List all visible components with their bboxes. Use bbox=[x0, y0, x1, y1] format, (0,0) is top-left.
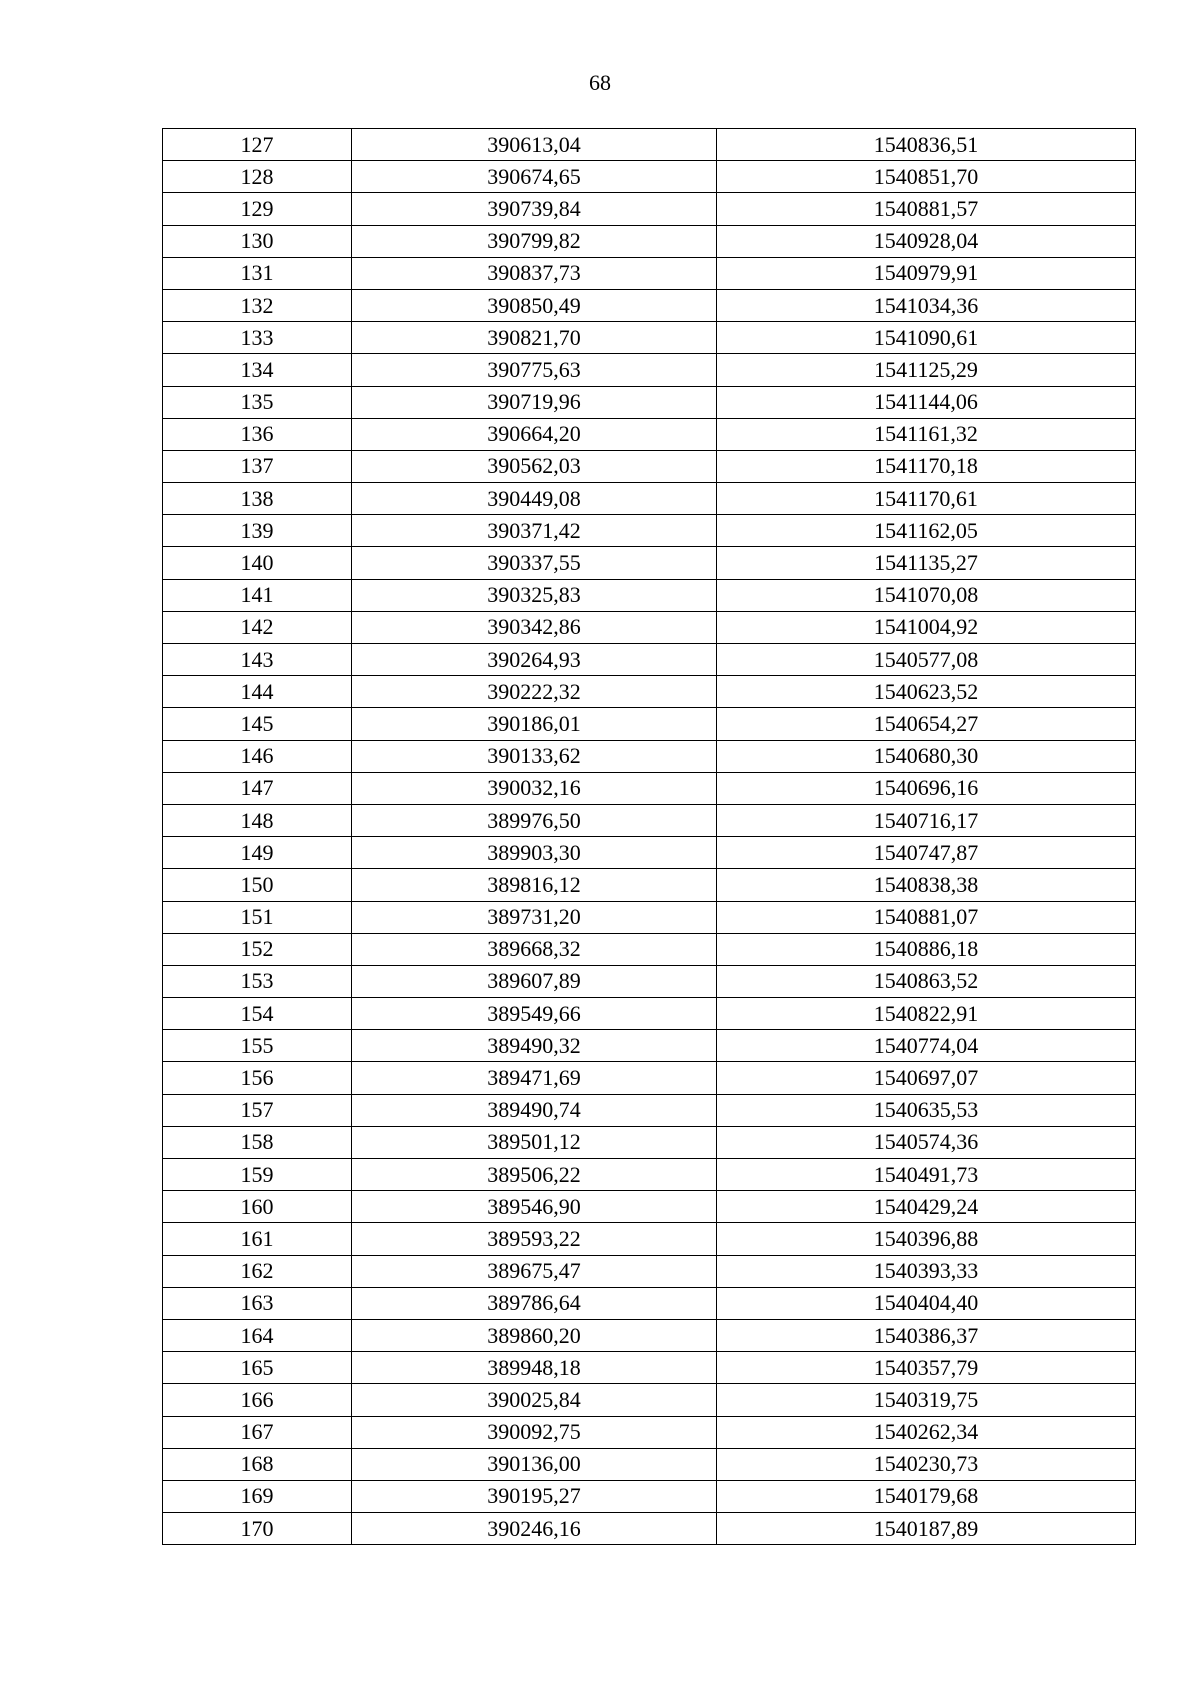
point-number-cell: 149 bbox=[163, 837, 352, 869]
table-row bbox=[163, 354, 1136, 386]
table-row bbox=[163, 901, 1136, 933]
x-coordinate-cell: 390821,70 bbox=[352, 322, 717, 354]
table-row bbox=[163, 1255, 1136, 1287]
y-coordinate-cell: 1540881,57 bbox=[717, 193, 1136, 225]
coordinates-table bbox=[162, 128, 1136, 1545]
x-coordinate-cell: 390674,65 bbox=[352, 161, 717, 193]
x-coordinate-cell: 390850,49 bbox=[352, 289, 717, 321]
point-number-cell: 133 bbox=[163, 322, 352, 354]
x-coordinate-cell: 390264,93 bbox=[352, 644, 717, 676]
point-number-cell: 144 bbox=[163, 676, 352, 708]
table-row bbox=[163, 772, 1136, 804]
x-coordinate-cell: 389471,69 bbox=[352, 1062, 717, 1094]
point-number-cell: 163 bbox=[163, 1287, 352, 1319]
table-row bbox=[163, 483, 1136, 515]
y-coordinate-cell: 1540491,73 bbox=[717, 1159, 1136, 1191]
y-coordinate-cell: 1541144,06 bbox=[717, 386, 1136, 418]
table-row bbox=[163, 1416, 1136, 1448]
table-row bbox=[163, 1191, 1136, 1223]
y-coordinate-cell: 1540357,79 bbox=[717, 1352, 1136, 1384]
point-number-cell: 159 bbox=[163, 1159, 352, 1191]
y-coordinate-cell: 1541135,27 bbox=[717, 547, 1136, 579]
table-row bbox=[163, 129, 1136, 161]
table-row bbox=[163, 161, 1136, 193]
table-row bbox=[163, 1223, 1136, 1255]
point-number-cell: 166 bbox=[163, 1384, 352, 1416]
x-coordinate-cell: 390562,03 bbox=[352, 450, 717, 482]
table-row bbox=[163, 193, 1136, 225]
point-number-cell: 128 bbox=[163, 161, 352, 193]
point-number-cell: 153 bbox=[163, 965, 352, 997]
table-row bbox=[163, 1094, 1136, 1126]
point-number-cell: 168 bbox=[163, 1448, 352, 1480]
table-row bbox=[163, 1319, 1136, 1351]
point-number-cell: 170 bbox=[163, 1513, 352, 1545]
x-coordinate-cell: 390837,73 bbox=[352, 257, 717, 289]
y-coordinate-cell: 1540836,51 bbox=[717, 129, 1136, 161]
x-coordinate-cell: 389786,64 bbox=[352, 1287, 717, 1319]
table-row bbox=[163, 708, 1136, 740]
y-coordinate-cell: 1540319,75 bbox=[717, 1384, 1136, 1416]
x-coordinate-cell: 390719,96 bbox=[352, 386, 717, 418]
point-number-cell: 165 bbox=[163, 1352, 352, 1384]
table-row bbox=[163, 676, 1136, 708]
table-row bbox=[163, 1352, 1136, 1384]
point-number-cell: 131 bbox=[163, 257, 352, 289]
y-coordinate-cell: 1540396,88 bbox=[717, 1223, 1136, 1255]
x-coordinate-cell: 389675,47 bbox=[352, 1255, 717, 1287]
y-coordinate-cell: 1541090,61 bbox=[717, 322, 1136, 354]
x-coordinate-cell: 389506,22 bbox=[352, 1159, 717, 1191]
point-number-cell: 145 bbox=[163, 708, 352, 740]
x-coordinate-cell: 390342,86 bbox=[352, 611, 717, 643]
point-number-cell: 146 bbox=[163, 740, 352, 772]
point-number-cell: 158 bbox=[163, 1126, 352, 1158]
x-coordinate-cell: 389668,32 bbox=[352, 933, 717, 965]
point-number-cell: 164 bbox=[163, 1319, 352, 1351]
y-coordinate-cell: 1540928,04 bbox=[717, 225, 1136, 257]
x-coordinate-cell: 389593,22 bbox=[352, 1223, 717, 1255]
table-row bbox=[163, 1062, 1136, 1094]
point-number-cell: 152 bbox=[163, 933, 352, 965]
point-number-cell: 143 bbox=[163, 644, 352, 676]
y-coordinate-cell: 1540654,27 bbox=[717, 708, 1136, 740]
x-coordinate-cell: 390739,84 bbox=[352, 193, 717, 225]
coordinates-table-body bbox=[163, 129, 1136, 1545]
x-coordinate-cell: 389490,74 bbox=[352, 1094, 717, 1126]
point-number-cell: 135 bbox=[163, 386, 352, 418]
table-row bbox=[163, 1159, 1136, 1191]
x-coordinate-cell: 390133,62 bbox=[352, 740, 717, 772]
y-coordinate-cell: 1541162,05 bbox=[717, 515, 1136, 547]
y-coordinate-cell: 1540881,07 bbox=[717, 901, 1136, 933]
x-coordinate-cell: 390246,16 bbox=[352, 1513, 717, 1545]
table-row bbox=[163, 257, 1136, 289]
y-coordinate-cell: 1540696,16 bbox=[717, 772, 1136, 804]
y-coordinate-cell: 1540635,53 bbox=[717, 1094, 1136, 1126]
point-number-cell: 129 bbox=[163, 193, 352, 225]
y-coordinate-cell: 1540577,08 bbox=[717, 644, 1136, 676]
y-coordinate-cell: 1540680,30 bbox=[717, 740, 1136, 772]
y-coordinate-cell: 1540774,04 bbox=[717, 1030, 1136, 1062]
table-row bbox=[163, 1480, 1136, 1512]
table-row bbox=[163, 740, 1136, 772]
y-coordinate-cell: 1540838,38 bbox=[717, 869, 1136, 901]
page-number: 68 bbox=[589, 70, 611, 95]
x-coordinate-cell: 389549,66 bbox=[352, 998, 717, 1030]
x-coordinate-cell: 389976,50 bbox=[352, 804, 717, 836]
x-coordinate-cell: 389903,30 bbox=[352, 837, 717, 869]
x-coordinate-cell: 390195,27 bbox=[352, 1480, 717, 1512]
x-coordinate-cell: 390032,16 bbox=[352, 772, 717, 804]
point-number-cell: 151 bbox=[163, 901, 352, 933]
table-row bbox=[163, 837, 1136, 869]
y-coordinate-cell: 1540886,18 bbox=[717, 933, 1136, 965]
x-coordinate-cell: 390613,04 bbox=[352, 129, 717, 161]
x-coordinate-cell: 389607,89 bbox=[352, 965, 717, 997]
x-coordinate-cell: 390371,42 bbox=[352, 515, 717, 547]
table-row bbox=[163, 1448, 1136, 1480]
point-number-cell: 140 bbox=[163, 547, 352, 579]
table-row bbox=[163, 225, 1136, 257]
x-coordinate-cell: 389501,12 bbox=[352, 1126, 717, 1158]
x-coordinate-cell: 390325,83 bbox=[352, 579, 717, 611]
point-number-cell: 134 bbox=[163, 354, 352, 386]
point-number-cell: 147 bbox=[163, 772, 352, 804]
table-row bbox=[163, 418, 1136, 450]
y-coordinate-cell: 1540187,89 bbox=[717, 1513, 1136, 1545]
table-row bbox=[163, 965, 1136, 997]
y-coordinate-cell: 1541070,08 bbox=[717, 579, 1136, 611]
x-coordinate-cell: 390337,55 bbox=[352, 547, 717, 579]
table-row bbox=[163, 1384, 1136, 1416]
point-number-cell: 139 bbox=[163, 515, 352, 547]
y-coordinate-cell: 1540262,34 bbox=[717, 1416, 1136, 1448]
x-coordinate-cell: 390775,63 bbox=[352, 354, 717, 386]
x-coordinate-cell: 390664,20 bbox=[352, 418, 717, 450]
point-number-cell: 132 bbox=[163, 289, 352, 321]
y-coordinate-cell: 1540979,91 bbox=[717, 257, 1136, 289]
table-row bbox=[163, 579, 1136, 611]
point-number-cell: 156 bbox=[163, 1062, 352, 1094]
y-coordinate-cell: 1541170,18 bbox=[717, 450, 1136, 482]
y-coordinate-cell: 1540851,70 bbox=[717, 161, 1136, 193]
table-row bbox=[163, 611, 1136, 643]
table-row bbox=[163, 933, 1136, 965]
x-coordinate-cell: 390186,01 bbox=[352, 708, 717, 740]
y-coordinate-cell: 1541161,32 bbox=[717, 418, 1136, 450]
y-coordinate-cell: 1541170,61 bbox=[717, 483, 1136, 515]
point-number-cell: 154 bbox=[163, 998, 352, 1030]
point-number-cell: 157 bbox=[163, 1094, 352, 1126]
table-row bbox=[163, 1126, 1136, 1158]
y-coordinate-cell: 1540393,33 bbox=[717, 1255, 1136, 1287]
table-row bbox=[163, 998, 1136, 1030]
table-row bbox=[163, 386, 1136, 418]
point-number-cell: 160 bbox=[163, 1191, 352, 1223]
y-coordinate-cell: 1540623,52 bbox=[717, 676, 1136, 708]
table-row bbox=[163, 289, 1136, 321]
y-coordinate-cell: 1540863,52 bbox=[717, 965, 1136, 997]
point-number-cell: 148 bbox=[163, 804, 352, 836]
y-coordinate-cell: 1540747,87 bbox=[717, 837, 1136, 869]
y-coordinate-cell: 1540429,24 bbox=[717, 1191, 1136, 1223]
y-coordinate-cell: 1540230,73 bbox=[717, 1448, 1136, 1480]
table-row bbox=[163, 644, 1136, 676]
point-number-cell: 162 bbox=[163, 1255, 352, 1287]
table-row bbox=[163, 322, 1136, 354]
x-coordinate-cell: 390222,32 bbox=[352, 676, 717, 708]
x-coordinate-cell: 390025,84 bbox=[352, 1384, 717, 1416]
x-coordinate-cell: 389490,32 bbox=[352, 1030, 717, 1062]
table-row bbox=[163, 804, 1136, 836]
point-number-cell: 130 bbox=[163, 225, 352, 257]
point-number-cell: 142 bbox=[163, 611, 352, 643]
table-row bbox=[163, 1030, 1136, 1062]
point-number-cell: 150 bbox=[163, 869, 352, 901]
y-coordinate-cell: 1540574,36 bbox=[717, 1126, 1136, 1158]
y-coordinate-cell: 1540716,17 bbox=[717, 804, 1136, 836]
point-number-cell: 138 bbox=[163, 483, 352, 515]
point-number-cell: 155 bbox=[163, 1030, 352, 1062]
point-number-cell: 169 bbox=[163, 1480, 352, 1512]
table-row bbox=[163, 1287, 1136, 1319]
table-row bbox=[163, 515, 1136, 547]
x-coordinate-cell: 390136,00 bbox=[352, 1448, 717, 1480]
table-row bbox=[163, 547, 1136, 579]
x-coordinate-cell: 389546,90 bbox=[352, 1191, 717, 1223]
y-coordinate-cell: 1540822,91 bbox=[717, 998, 1136, 1030]
y-coordinate-cell: 1540179,68 bbox=[717, 1480, 1136, 1512]
x-coordinate-cell: 389860,20 bbox=[352, 1319, 717, 1351]
y-coordinate-cell: 1540404,40 bbox=[717, 1287, 1136, 1319]
table-row bbox=[163, 1513, 1136, 1545]
x-coordinate-cell: 390092,75 bbox=[352, 1416, 717, 1448]
y-coordinate-cell: 1541125,29 bbox=[717, 354, 1136, 386]
x-coordinate-cell: 390799,82 bbox=[352, 225, 717, 257]
table-row bbox=[163, 450, 1136, 482]
point-number-cell: 136 bbox=[163, 418, 352, 450]
y-coordinate-cell: 1541034,36 bbox=[717, 289, 1136, 321]
point-number-cell: 141 bbox=[163, 579, 352, 611]
y-coordinate-cell: 1540386,37 bbox=[717, 1319, 1136, 1351]
point-number-cell: 161 bbox=[163, 1223, 352, 1255]
x-coordinate-cell: 389816,12 bbox=[352, 869, 717, 901]
y-coordinate-cell: 1540697,07 bbox=[717, 1062, 1136, 1094]
point-number-cell: 137 bbox=[163, 450, 352, 482]
table-row bbox=[163, 869, 1136, 901]
x-coordinate-cell: 389948,18 bbox=[352, 1352, 717, 1384]
point-number-cell: 127 bbox=[163, 129, 352, 161]
x-coordinate-cell: 390449,08 bbox=[352, 483, 717, 515]
y-coordinate-cell: 1541004,92 bbox=[717, 611, 1136, 643]
point-number-cell: 167 bbox=[163, 1416, 352, 1448]
x-coordinate-cell: 389731,20 bbox=[352, 901, 717, 933]
